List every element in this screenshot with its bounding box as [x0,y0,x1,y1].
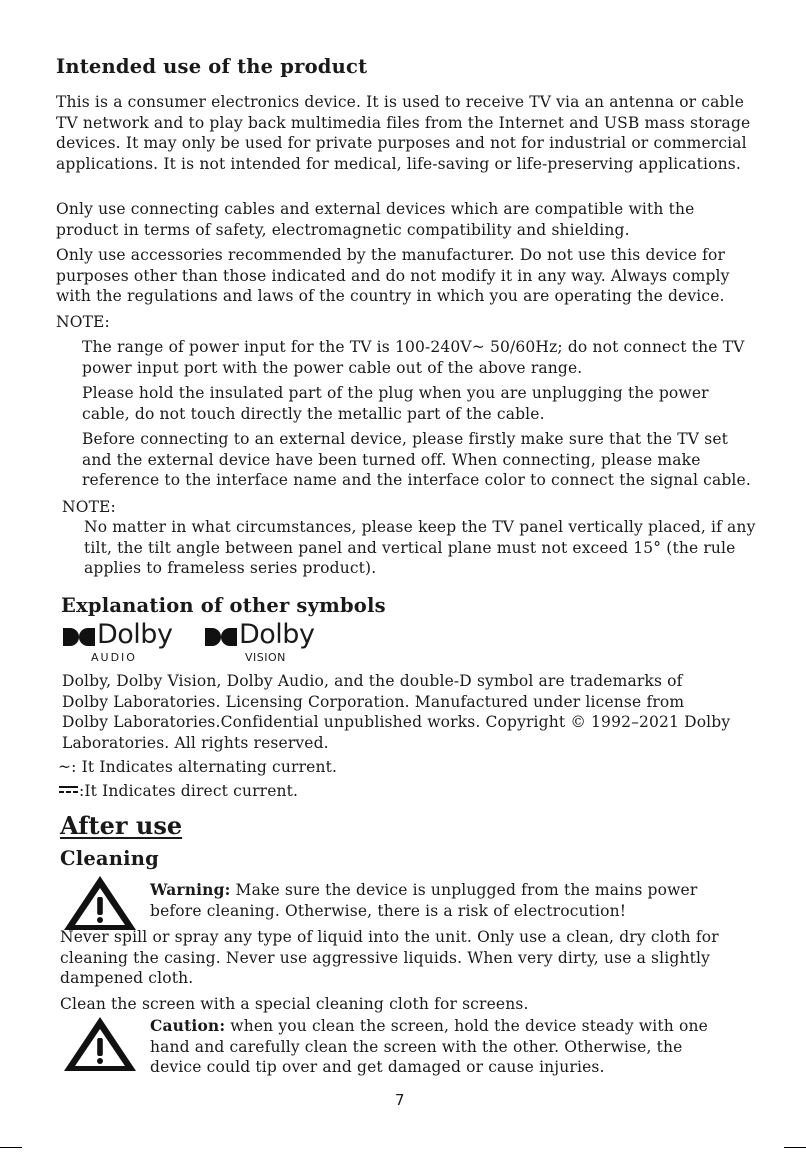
page-number: 7 [395,1091,405,1109]
dolby-audio-word: Dolby [97,619,173,650]
warning-triangle-icon [62,874,138,932]
note-external-device: Before connecting to an external device, please firstly make sure that the TV set and the external device have been turned off. When connecting, please make reference to the interface name and the interface color to connect the signal cable. [82,430,751,489]
direct-current-icon [59,786,78,794]
warning-text [150,880,730,921]
note-power-range: The range of power input for the TV is 100-240V~ 50/60Hz; do not connect the TV power input port with the power cable out of the above range. [82,338,745,377]
caution-body: when you clean the screen, hold the device steady with one hand and carefully clean the screen with the other. Otherwise, the device could tip over and get damaged or cause injuries. [150,1017,708,1076]
spill-paragraph: Never spill or spray any type of liquid into the unit. Only use a clean, dry cloth for cleaning the casing. Never use aggressive liquids. When very dirty, use a slightly dampened cloth. [60,928,719,987]
connecting-cables-paragraph: Only use connecting cables and external devices which are compatible with the product in terms of safety, electromagnetic compatibility and shielding. [56,200,695,239]
double-d-icon [63,628,95,646]
crop-mark-right [784,1147,806,1162]
dolby-vision-sub: VISION [245,651,286,664]
dc-current-row [58,781,558,803]
crop-mark-left [0,1147,22,1162]
caution-text [150,1016,730,1078]
note-plug-handling: Please hold the insulated part of the plug when you are unplugging the power cable, do not touch directly the metallic part of the cable. [82,384,709,423]
caution-triangle-icon [62,1015,138,1073]
double-d-icon [205,628,237,646]
dolby-trademark-paragraph: Dolby, Dolby Vision, Dolby Audio, and the double-D symbol are trademarks of Dolby Laboratories. Licensing Corporation. Manufactured under license from Dolby Laboratories.Confidential unpublished works. Copyright © 1992–2021 Dolby Laboratories. All rights reserved. [62,672,731,752]
heading-cleaning: Cleaning [60,847,159,870]
caution-label: Caution: [150,1016,226,1035]
dc-current-text: :It Indicates direct current. [79,782,299,800]
note-label-1: NOTE: [56,313,110,331]
note-tilt: No matter in what circumstances, please keep the TV panel vertically placed, if any tilt, the tilt angle between panel and vertical plane must not exceed 15° (the rule applies to frameless series product). [84,518,756,577]
heading-symbols: Explanation of other symbols [61,594,386,617]
dolby-vision-word: Dolby [239,619,315,650]
screen-cleaning-paragraph: Clean the screen with a special cleaning cloth for screens. [60,995,529,1013]
ac-current-line: ~: It Indicates alternating current. [58,758,338,776]
accessories-paragraph: Only use accessories recommended by the manufacturer. Do not use this device for purposes other than those indicated and do not modify it in any way. Always comply with the regulations and laws of the country in which you are operating the device. [56,246,730,305]
dolby-audio-sub: AUDIO [91,651,137,664]
warning-body: Make sure the device is unplugged from the mains power before cleaning. Otherwise, there is a risk of electrocution! [150,881,698,920]
intended-use-paragraph: This is a consumer electronics device. It is used to receive TV via an antenna or cable TV network and to play back multimedia files from the Internet and USB mass storage devices. It may only be used for private purposes and not for industrial or commercial applications. It is not intended for medical, life-saving or life-preserving applications. [56,93,751,173]
warning-label: Warning: [150,880,231,899]
dolby-audio-logo [63,621,193,667]
heading-after-use: After use [60,811,183,840]
note-label-2: NOTE: [62,498,116,516]
heading-intended-use: Intended use of the product [56,55,368,78]
dolby-vision-logo [205,621,335,667]
